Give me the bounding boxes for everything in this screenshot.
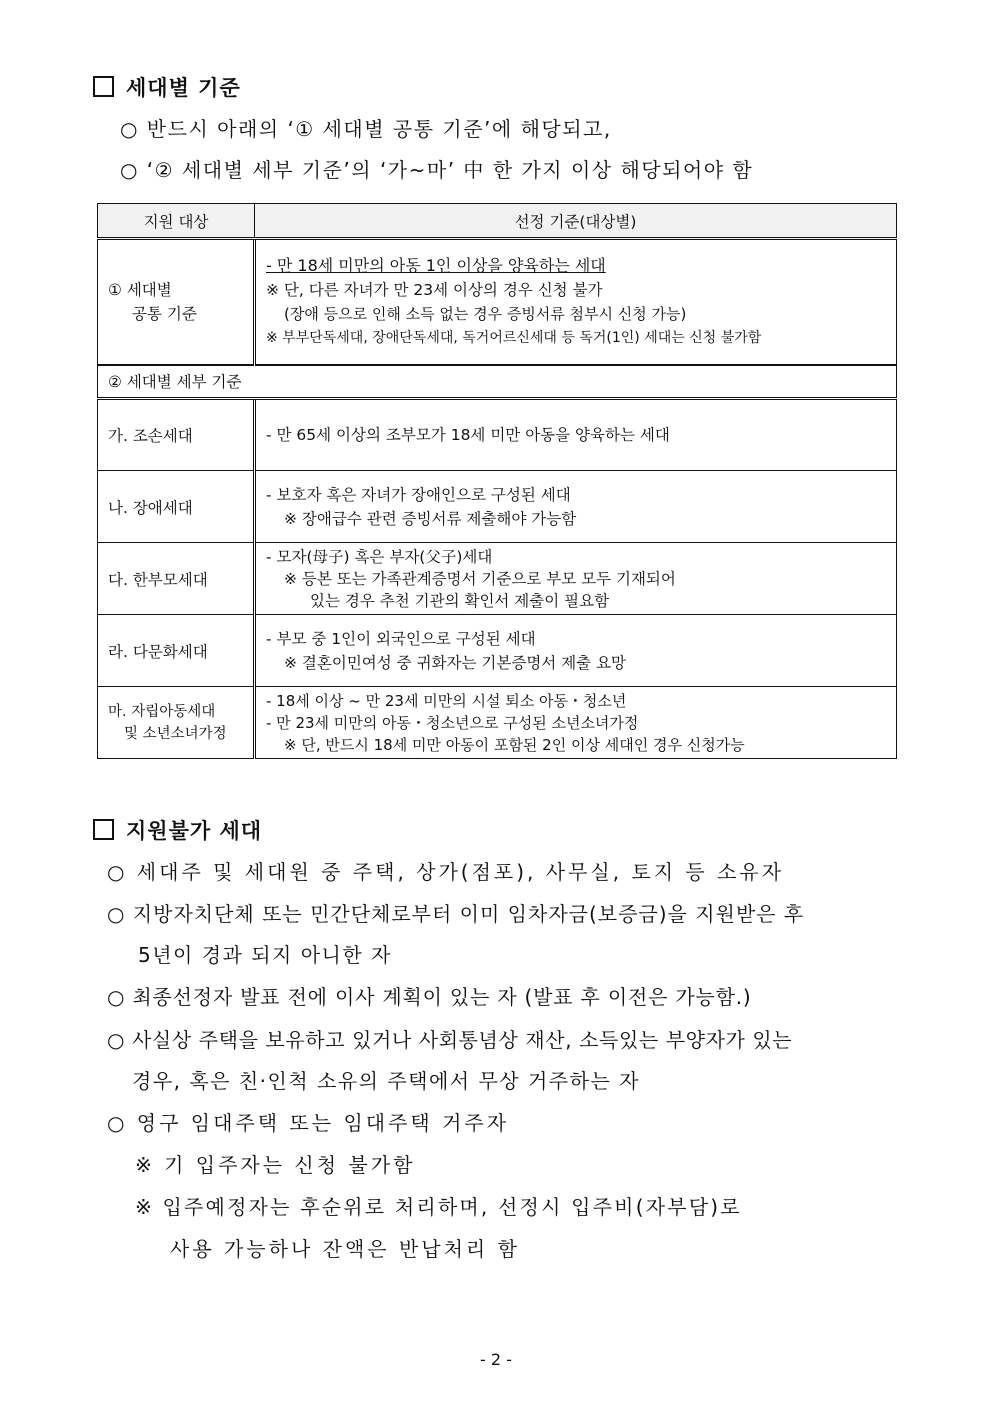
bullet-line: ○ 최종선정자 발표 전에 이사 계획이 있는 자 (발표 후 이전은 가능함.): [107, 985, 752, 1009]
bullet-line: ○ ‘② 세대별 세부 기준’의 ‘가~마’ 中 한 가지 이상 해당되어야 함: [120, 158, 754, 182]
row-label-line: 마. 자립아동세대: [108, 703, 216, 720]
row-label: 다. 한부모세대: [98, 543, 255, 615]
criteria-line: - 만 65세 이상의 조부모가 18세 미만 아동을 양육하는 세대: [266, 426, 670, 444]
detail-header: ② 세대별 세부 기준: [98, 365, 897, 399]
row-label: 라. 다문화세대: [98, 615, 255, 687]
row-label-line: 공통 기준: [132, 304, 197, 323]
table-subheader-row: [98, 365, 897, 399]
section-title: 세대별 기준: [126, 76, 241, 100]
page-number: - 2 -: [480, 1350, 512, 1369]
checkbox-square-icon: [93, 819, 114, 840]
bullet-line: 사용 가능하나 잔액은 반납처리 함: [170, 1237, 520, 1261]
column-header: 선정 기준(대상별): [255, 204, 897, 239]
criteria-line: ※ 결혼이민여성 중 귀화자는 기본증명서 제출 요망: [284, 653, 627, 672]
criteria-line: - 18세 이상 ~ 만 23세 미만의 시설 퇴소 아동・청소년: [266, 691, 627, 710]
bullet-line: 5년이 경과 되지 아니한 자: [138, 943, 392, 967]
row-content: [255, 615, 897, 687]
bullet-line: ○ 사실상 주택을 보유하고 있거나 사회통념상 재산, 소득있는 부양자가 있는: [107, 1028, 793, 1052]
table-row: [98, 399, 897, 471]
criteria-line: - 모자(母子) 혹은 부자(父子)세대: [266, 547, 493, 566]
criteria-line: - 만 18세 미만의 아동 1인 이상을 양육하는 세대: [266, 255, 606, 275]
criteria-line: - 부모 중 1인이 외국인으로 구성된 세대: [266, 629, 536, 648]
criteria-line: ※ 부부단독세대, 장애단독세대, 독거어르신세대 등 독거(1인) 세대는 신청 불가함: [266, 329, 762, 346]
bullet-line: ○ 지방자치단체 또는 민간단체로부터 이미 임차자금(보증금)을 지원받은 후: [107, 902, 805, 926]
bullet-line: ○ 반드시 아래의 ‘① 세대별 공통 기준’에 해당되고,: [120, 117, 612, 141]
bullet-line: ※ 입주예정자는 후순위로 처리하며, 선정시 입주비(자부담)로: [135, 1195, 742, 1219]
row-content: [255, 543, 897, 615]
section-heading-ineligible: [93, 815, 262, 845]
row-content: [255, 687, 897, 759]
bullet-line: ○ 세대주 및 세대원 중 주택, 상가(점포), 사무실, 토지 등 소유자: [107, 860, 785, 884]
bullet-line: ※ 기 입주자는 신청 불가함: [135, 1153, 416, 1177]
criteria-line: ※ 등본 또는 가족관계증명서 기준으로 부모 모두 기재되어: [284, 569, 676, 588]
table-row: [98, 471, 897, 543]
checkbox-square-icon: [93, 76, 114, 97]
criteria-line: - 만 23세 미만의 아동・청소년으로 구성된 소년소녀가정: [266, 713, 639, 732]
row-label: [98, 687, 255, 759]
bullet-line: 경우, 혹은 친·인척 소유의 주택에서 무상 거주하는 자: [132, 1069, 640, 1093]
criteria-line: ※ 단, 다른 자녀가 만 23세 이상의 경우 신청 불가: [266, 280, 603, 299]
criteria-table: [97, 203, 897, 759]
criteria-line: ※ 단, 반드시 18세 미만 아동이 포함된 2인 이상 세대인 경우 신청가능: [284, 735, 745, 754]
criteria-line: ※ 장애급수 관련 증빙서류 제출해야 가능함: [284, 509, 577, 528]
criteria-line: 있는 경우 추천 기관의 확인서 제출이 필요함: [310, 591, 610, 610]
row-label: 나. 장애세대: [98, 471, 255, 543]
column-header: 지원 대상: [98, 204, 255, 239]
row-content: [255, 239, 897, 365]
table-row: [98, 543, 897, 615]
row-content: [255, 471, 897, 543]
bullet-line: ○ 영구 임대주택 또는 임대주택 거주자: [107, 1111, 510, 1135]
row-label-line: ① 세대별: [108, 280, 172, 299]
section-title: 지원불가 세대: [126, 819, 263, 843]
table-row: [98, 687, 897, 759]
section-heading-criteria: [93, 72, 241, 102]
row-label: [98, 239, 255, 365]
table-header-row: [98, 204, 897, 239]
row-label: 가. 조손세대: [98, 399, 255, 471]
row-content: [255, 399, 897, 471]
row-label-line: 및 소년소녀가정: [124, 725, 227, 742]
table-row-common: [98, 239, 897, 365]
criteria-line: - 보호자 혹은 자녀가 장애인으로 구성된 세대: [266, 485, 571, 504]
criteria-line: (장애 등으로 인해 소득 없는 경우 증빙서류 첨부시 신청 가능): [284, 304, 687, 323]
table-row: [98, 615, 897, 687]
